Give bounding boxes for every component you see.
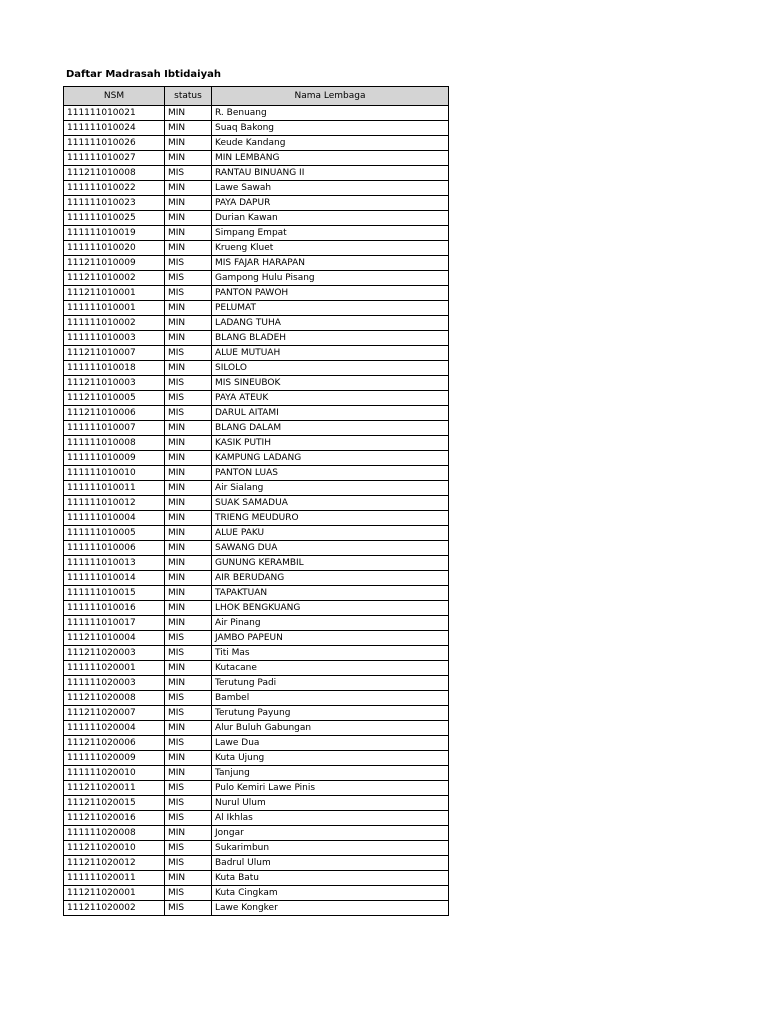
nama-lembaga-cell: MIN LEMBANG — [212, 151, 449, 166]
nama-lembaga-cell: Alur Buluh Gabungan — [212, 721, 449, 736]
table-row — [64, 661, 449, 676]
nama-lembaga-cell: Keude Kandang — [212, 136, 449, 151]
table-row — [64, 196, 449, 211]
table-row — [64, 256, 449, 271]
status-cell: MIN — [165, 226, 212, 241]
nama-lembaga-cell: Bambel — [212, 691, 449, 706]
nama-lembaga-cell: Durian Kawan — [212, 211, 449, 226]
nama-lembaga-cell: PAYA DAPUR — [212, 196, 449, 211]
nsm-cell: 111111010012 — [64, 496, 165, 511]
nama-lembaga-cell: Simpang Empat — [212, 226, 449, 241]
status-cell: MIS — [165, 706, 212, 721]
table-row — [64, 556, 449, 571]
table-row — [64, 316, 449, 331]
table-row — [64, 361, 449, 376]
table-row — [64, 211, 449, 226]
status-cell: MIN — [165, 136, 212, 151]
nsm-cell: 111111010008 — [64, 436, 165, 451]
nama-lembaga-cell: Sukarimbun — [212, 841, 449, 856]
table-row — [64, 496, 449, 511]
nama-lembaga-cell: Lawe Kongker — [212, 901, 449, 916]
table-row — [64, 766, 449, 781]
nsm-cell: 111111020004 — [64, 721, 165, 736]
table-row — [64, 721, 449, 736]
table-row — [64, 841, 449, 856]
madrasah-table — [63, 86, 449, 916]
nsm-cell: 111111020009 — [64, 751, 165, 766]
nsm-cell: 111211020011 — [64, 781, 165, 796]
table-row — [64, 736, 449, 751]
table-row — [64, 346, 449, 361]
nsm-cell: 111211010001 — [64, 286, 165, 301]
nsm-cell: 111111020011 — [64, 871, 165, 886]
nama-lembaga-cell: Terutung Padi — [212, 676, 449, 691]
nama-lembaga-cell: TRIENG MEUDURO — [212, 511, 449, 526]
table-row — [64, 271, 449, 286]
nsm-cell: 111211020008 — [64, 691, 165, 706]
status-cell: MIN — [165, 511, 212, 526]
status-cell: MIN — [165, 751, 212, 766]
nsm-cell: 111211020002 — [64, 901, 165, 916]
nsm-cell: 111211010006 — [64, 406, 165, 421]
status-cell: MIS — [165, 886, 212, 901]
nama-lembaga-cell: Tanjung — [212, 766, 449, 781]
table-row — [64, 181, 449, 196]
nama-lembaga-cell: JAMBO PAPEUN — [212, 631, 449, 646]
nsm-cell: 111211020006 — [64, 736, 165, 751]
table-row — [64, 676, 449, 691]
table-row — [64, 901, 449, 916]
nsm-cell: 111111010009 — [64, 451, 165, 466]
table-row — [64, 331, 449, 346]
status-cell: MIN — [165, 241, 212, 256]
nama-lembaga-cell: AIR BERUDANG — [212, 571, 449, 586]
nsm-cell: 111211020012 — [64, 856, 165, 871]
nsm-cell: 111211020010 — [64, 841, 165, 856]
document-title: Daftar Madrasah Ibtidaiyah — [66, 69, 221, 80]
table-row — [64, 166, 449, 181]
nama-lembaga-cell: Pulo Kemiri Lawe Pinis — [212, 781, 449, 796]
nsm-cell: 111111010010 — [64, 466, 165, 481]
nama-lembaga-cell: Lawe Dua — [212, 736, 449, 751]
table-row — [64, 631, 449, 646]
nama-lembaga-cell: TAPAKTUAN — [212, 586, 449, 601]
nsm-cell: 111211020007 — [64, 706, 165, 721]
status-cell: MIS — [165, 286, 212, 301]
nama-lembaga-cell: LHOK BENGKUANG — [212, 601, 449, 616]
table-row — [64, 886, 449, 901]
nama-lembaga-cell: R. Benuang — [212, 106, 449, 121]
nsm-cell: 111111010017 — [64, 616, 165, 631]
status-cell: MIN — [165, 766, 212, 781]
column-header-status: status — [165, 87, 212, 106]
status-cell: MIN — [165, 151, 212, 166]
nsm-cell: 111111020001 — [64, 661, 165, 676]
status-cell: MIS — [165, 901, 212, 916]
nama-lembaga-cell: Badrul Ulum — [212, 856, 449, 871]
table-row — [64, 706, 449, 721]
nama-lembaga-cell: PELUMAT — [212, 301, 449, 316]
status-cell: MIS — [165, 376, 212, 391]
table-row — [64, 226, 449, 241]
status-cell: MIS — [165, 856, 212, 871]
nama-lembaga-cell: LADANG TUHA — [212, 316, 449, 331]
table-row — [64, 451, 449, 466]
nama-lembaga-cell: SILOLO — [212, 361, 449, 376]
nama-lembaga-cell: Jongar — [212, 826, 449, 841]
status-cell: MIN — [165, 826, 212, 841]
header-row — [64, 87, 449, 106]
status-cell: MIN — [165, 196, 212, 211]
table-row — [64, 106, 449, 121]
nsm-cell: 111211010003 — [64, 376, 165, 391]
nama-lembaga-cell: Gampong Hulu Pisang — [212, 271, 449, 286]
status-cell: MIN — [165, 421, 212, 436]
status-cell: MIN — [165, 586, 212, 601]
status-cell: MIN — [165, 541, 212, 556]
table-row — [64, 436, 449, 451]
nama-lembaga-cell: Titi Mas — [212, 646, 449, 661]
status-cell: MIN — [165, 361, 212, 376]
nsm-cell: 111211010007 — [64, 346, 165, 361]
nsm-cell: 111111010016 — [64, 601, 165, 616]
table-row — [64, 391, 449, 406]
status-cell: MIN — [165, 316, 212, 331]
status-cell: MIN — [165, 661, 212, 676]
nsm-cell: 111111010025 — [64, 211, 165, 226]
status-cell: MIN — [165, 466, 212, 481]
nsm-cell: 111111020008 — [64, 826, 165, 841]
nsm-cell: 111111020010 — [64, 766, 165, 781]
nama-lembaga-cell: MIS FAJAR HARAPAN — [212, 256, 449, 271]
nama-lembaga-cell: Suaq Bakong — [212, 121, 449, 136]
status-cell: MIS — [165, 391, 212, 406]
nama-lembaga-cell: DARUL AITAMI — [212, 406, 449, 421]
status-cell: MIN — [165, 871, 212, 886]
table-row — [64, 151, 449, 166]
table-row — [64, 856, 449, 871]
nama-lembaga-cell: Air Sialang — [212, 481, 449, 496]
table-row — [64, 811, 449, 826]
table-row — [64, 586, 449, 601]
status-cell: MIN — [165, 616, 212, 631]
table-row — [64, 601, 449, 616]
nsm-cell: 111211010004 — [64, 631, 165, 646]
nama-lembaga-cell: Kuta Ujung — [212, 751, 449, 766]
nsm-cell: 111111010027 — [64, 151, 165, 166]
nsm-cell: 111211010005 — [64, 391, 165, 406]
status-cell: MIS — [165, 841, 212, 856]
nsm-cell: 111111010021 — [64, 106, 165, 121]
nsm-cell: 111111010002 — [64, 316, 165, 331]
status-cell: MIN — [165, 481, 212, 496]
nama-lembaga-cell: Kuta Batu — [212, 871, 449, 886]
status-cell: MIN — [165, 721, 212, 736]
nsm-cell: 111111010019 — [64, 226, 165, 241]
status-cell: MIN — [165, 211, 212, 226]
nama-lembaga-cell: KASIK PUTIH — [212, 436, 449, 451]
nsm-cell: 111111010020 — [64, 241, 165, 256]
status-cell: MIS — [165, 811, 212, 826]
table-row — [64, 571, 449, 586]
nama-lembaga-cell: PANTON PAWOH — [212, 286, 449, 301]
nama-lembaga-cell: Lawe Sawah — [212, 181, 449, 196]
table-row — [64, 121, 449, 136]
table-row — [64, 541, 449, 556]
table-row — [64, 616, 449, 631]
table-row — [64, 466, 449, 481]
nama-lembaga-cell: GUNUNG KERAMBIL — [212, 556, 449, 571]
nsm-cell: 111111010026 — [64, 136, 165, 151]
nama-lembaga-cell: SAWANG DUA — [212, 541, 449, 556]
table-row — [64, 826, 449, 841]
status-cell: MIS — [165, 271, 212, 286]
nsm-cell: 111211010002 — [64, 271, 165, 286]
table-row — [64, 691, 449, 706]
status-cell: MIS — [165, 346, 212, 361]
status-cell: MIS — [165, 256, 212, 271]
nsm-cell: 111111010024 — [64, 121, 165, 136]
nama-lembaga-cell: Nurul Ulum — [212, 796, 449, 811]
nsm-cell: 111111020003 — [64, 676, 165, 691]
status-cell: MIN — [165, 106, 212, 121]
nama-lembaga-cell: Terutung Payung — [212, 706, 449, 721]
status-cell: MIS — [165, 166, 212, 181]
status-cell: MIS — [165, 796, 212, 811]
status-cell: MIN — [165, 601, 212, 616]
status-cell: MIN — [165, 436, 212, 451]
nsm-cell: 111211010008 — [64, 166, 165, 181]
status-cell: MIS — [165, 781, 212, 796]
nsm-cell: 111111010007 — [64, 421, 165, 436]
nsm-cell: 111111010006 — [64, 541, 165, 556]
nsm-cell: 111111010018 — [64, 361, 165, 376]
nama-lembaga-cell: Kuta Cingkam — [212, 886, 449, 901]
nsm-cell: 111211010009 — [64, 256, 165, 271]
nama-lembaga-cell: MIS SINEUBOK — [212, 376, 449, 391]
nsm-cell: 111211020015 — [64, 796, 165, 811]
column-header-nama-lembaga: Nama Lembaga — [212, 87, 449, 106]
nsm-cell: 111111010023 — [64, 196, 165, 211]
nama-lembaga-cell: ALUE PAKU — [212, 526, 449, 541]
table-row — [64, 301, 449, 316]
nsm-cell: 111111010014 — [64, 571, 165, 586]
status-cell: MIN — [165, 676, 212, 691]
status-cell: MIN — [165, 571, 212, 586]
nama-lembaga-cell: Air Pinang — [212, 616, 449, 631]
status-cell: MIS — [165, 646, 212, 661]
status-cell: MIN — [165, 451, 212, 466]
table-row — [64, 241, 449, 256]
nama-lembaga-cell: BLANG BLADEH — [212, 331, 449, 346]
table-row — [64, 481, 449, 496]
nsm-cell: 111111010003 — [64, 331, 165, 346]
status-cell: MIN — [165, 556, 212, 571]
table-header — [64, 87, 449, 106]
nama-lembaga-cell: BLANG DALAM — [212, 421, 449, 436]
table-row — [64, 526, 449, 541]
status-cell: MIS — [165, 691, 212, 706]
table-row — [64, 511, 449, 526]
table-row — [64, 406, 449, 421]
nsm-cell: 111211020003 — [64, 646, 165, 661]
nama-lembaga-cell: SUAK SAMADUA — [212, 496, 449, 511]
nama-lembaga-cell: Krueng Kluet — [212, 241, 449, 256]
status-cell: MIN — [165, 181, 212, 196]
table-row — [64, 421, 449, 436]
status-cell: MIN — [165, 121, 212, 136]
status-cell: MIS — [165, 406, 212, 421]
nama-lembaga-cell: PANTON LUAS — [212, 466, 449, 481]
nsm-cell: 111111010011 — [64, 481, 165, 496]
status-cell: MIN — [165, 331, 212, 346]
status-cell: MIS — [165, 631, 212, 646]
nsm-cell: 111211020001 — [64, 886, 165, 901]
status-cell: MIN — [165, 496, 212, 511]
nama-lembaga-cell: Kutacane — [212, 661, 449, 676]
nsm-cell: 111111010001 — [64, 301, 165, 316]
status-cell: MIN — [165, 301, 212, 316]
table-body — [64, 106, 449, 916]
nama-lembaga-cell: KAMPUNG LADANG — [212, 451, 449, 466]
table-row — [64, 136, 449, 151]
table-row — [64, 646, 449, 661]
column-header-nsm: NSM — [64, 87, 165, 106]
status-cell: MIS — [165, 736, 212, 751]
nama-lembaga-cell: PAYA ATEUK — [212, 391, 449, 406]
table-row — [64, 751, 449, 766]
table-row — [64, 871, 449, 886]
nama-lembaga-cell: ALUE MUTUAH — [212, 346, 449, 361]
nsm-cell: 111111010004 — [64, 511, 165, 526]
table-row — [64, 796, 449, 811]
nsm-cell: 111111010015 — [64, 586, 165, 601]
table-row — [64, 781, 449, 796]
table-row — [64, 286, 449, 301]
nsm-cell: 111111010022 — [64, 181, 165, 196]
nsm-cell: 111211020016 — [64, 811, 165, 826]
nsm-cell: 111111010005 — [64, 526, 165, 541]
table-row — [64, 376, 449, 391]
nama-lembaga-cell: Al Ikhlas — [212, 811, 449, 826]
status-cell: MIN — [165, 526, 212, 541]
nsm-cell: 111111010013 — [64, 556, 165, 571]
nama-lembaga-cell: RANTAU BINUANG II — [212, 166, 449, 181]
